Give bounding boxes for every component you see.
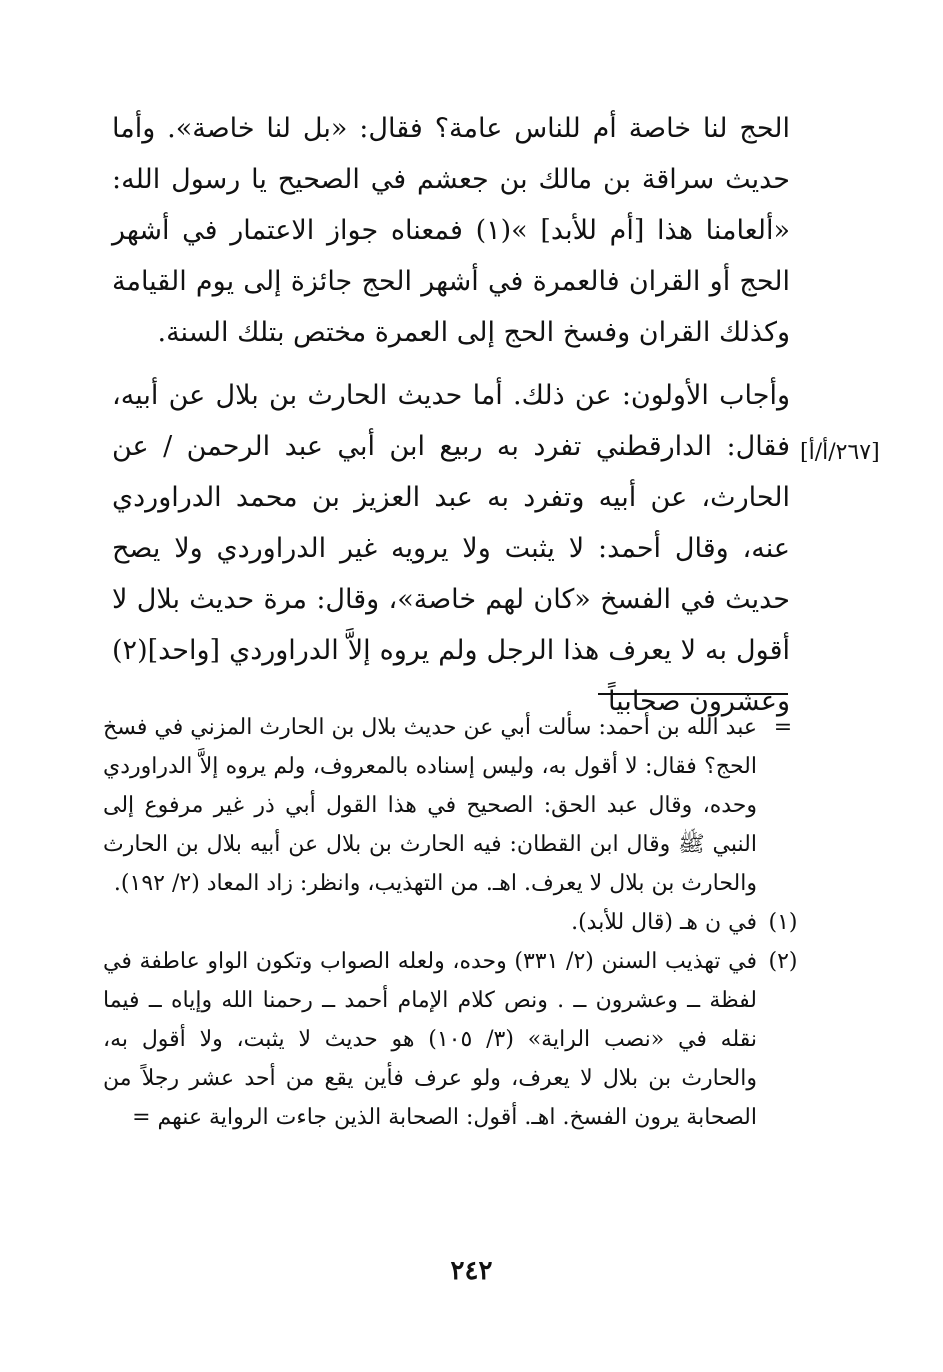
- footnote-text: في تهذيب السنن (٢/ ٣٣١) وحده، ولعله الصواب وتكون الواو عاطفة في لفظة ــ وعشرون ــ . ونص كلام الإمام أحمد ــ رحمنا الله وإياه ــ فيما نقله في «نصب الراية» (٣/ ١٠٥) هو حديث لا يثبت، ولا أقول به، والحارث بن بلال لا يعرف، ولو عرف فأين يقع من أحد عشر رجلاً من الصحابة يرون الفسخ. اهـ. أقول: الصحابة الذين جاءت الرواية عنهم =: [103, 949, 757, 1130]
- margin-reference: [٢٦٧/أ/أ]: [800, 440, 880, 465]
- footnote-mark: (٢): [768, 949, 798, 974]
- footnote-continuation: [103, 708, 803, 903]
- paragraph-2: وأجاب الأولون: عن ذلك. أما حديث الحارث بن بلال عن أبيه، فقال: الدارقطني تفرد به ربيع ابن أبي عبد الرحمن / عن الحارث، عن أبيه وتفرد به عبد العزيز بن محمد الدراوردي عنه، وقال أحمد: لا يثبت ولا يرويه غير الدراوردي ولا يصح حديث في الفسخ «كان لهم خاصة»، وقال: مرة حديث بلال لا أقول به لا يعرف هذا الرجل ولم يروه إلاَّ الدراوردي [واحد](٢) وعشرون صحابياً: [112, 380, 790, 717]
- footnote-separator: [598, 693, 788, 695]
- footnote-text: عبد الله بن أحمد: سألت أبي عن حديث بلال بن الحارث المزني في فسخ الحج؟ فقال: لا أقول به، وليس إسناده بالمعروف، ولم يروه إلاَّ الدراوردي وحده، وقال عبد الحق: الصحيح في هذا القول أبي ذر غير مرفوع إلى النبي ﷺ وقال ابن القطان: فيه الحارث بن بلال عن أبيه بلال بن الحارث والحارث بن بلال لا يعرف. اهـ. من التهذيب، وانظر: زاد المعاد (٢/ ١٩٢).: [103, 715, 757, 896]
- footnote-mark: (١): [768, 910, 798, 935]
- paragraph-1: الحج لنا خاصة أم للناس عامة؟ فقال: «بل لنا خاصة». وأما حديث سراقة بن مالك بن جعشم في الصحيح يا رسول الله: «ألعامنا هذا [أم للأبد] »(١) فمعناه جواز الاعتمار في أشهر الحج أو القران فالعمرة في أشهر الحج جائزة إلى يوم القيامة وكذلك القران وفسخ الحج إلى العمرة مختص بتلك السنة.: [112, 113, 790, 348]
- footnotes: [103, 708, 803, 1137]
- footnote-mark: =: [773, 715, 793, 740]
- main-text: [112, 103, 790, 727]
- footnote-1: [103, 903, 803, 942]
- footnote-2: [103, 942, 803, 1137]
- footnote-text: في ن هـ (قال للأبد).: [571, 910, 757, 935]
- page-number: ٢٤٢: [450, 1256, 493, 1286]
